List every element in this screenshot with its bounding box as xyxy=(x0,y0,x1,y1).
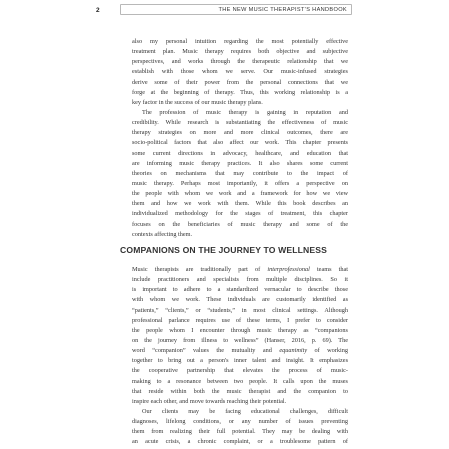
section-paragraphs xyxy=(132,265,348,448)
text-segment: include practitioners and specialists from multiple disciplines. So it xyxy=(132,276,348,284)
text-segment: the cooperative partnership that elevates the process of music- xyxy=(132,367,348,375)
text-line: them and how we work with them. While this book describes an xyxy=(132,200,348,208)
text-line: forge at the beginning of therapy. Thus, this working relationship is a xyxy=(132,88,348,96)
text-line xyxy=(132,356,348,366)
text-line: therapy strategies on more and more clinical outcomes, there are xyxy=(132,129,348,137)
text-line xyxy=(132,437,348,447)
text-line: music therapy. Perhaps most importantly, it offers a perspective on xyxy=(132,179,348,187)
section-heading: COMPANIONS ON THE JOURNEY TO WELLNESS xyxy=(120,245,328,255)
text-segment: word “companion” values the mutuality and xyxy=(132,347,280,355)
text-segment: professional parlance requires use of these terms, I prefer to consider xyxy=(132,316,348,324)
text-segment: an acute crisis, a chronic complaint, or a troublesome pattern of xyxy=(132,438,348,446)
page-number: 2 xyxy=(96,7,100,14)
text-segment: with whom we work. These individuals are customarily identified as xyxy=(132,296,348,304)
text-line: treatment plan. Music therapy requires both objective and subjective xyxy=(132,48,348,56)
text-line xyxy=(132,397,348,407)
text-line: also my personal intuition regarding the most potentially effective xyxy=(132,38,348,45)
text-line: contexts affecting them. xyxy=(132,230,193,238)
text-segment: together to bring out a person's inner talent and insight. It emphasizes xyxy=(132,357,348,365)
text-segment: inspire each other, and move towards reaching their potential. xyxy=(132,397,287,405)
text-line: individualized methodology for the stages of treatment, this chapter xyxy=(132,210,348,218)
text-line xyxy=(132,295,348,305)
text-line xyxy=(132,407,348,417)
text-line: theories on mechanisms that may contribute to the impact of xyxy=(132,169,348,177)
text-line: derive some of their power from the personal connections that we xyxy=(132,78,348,86)
text-line xyxy=(132,316,348,326)
text-line xyxy=(132,417,348,427)
text-line xyxy=(132,326,348,336)
text-line: some current directions in advocacy, healthcare, and education that xyxy=(132,149,348,157)
text-line xyxy=(132,366,348,376)
text-segment: diagnoses, lifelong conditions, or any number of issues preventing xyxy=(132,418,348,426)
running-head-box xyxy=(120,4,352,15)
text-line: perspectives, and works through the therapeutic relationship that we xyxy=(132,58,348,66)
text-line xyxy=(132,306,348,316)
text-line: The profession of music therapy is gaining in reputation and xyxy=(142,108,348,116)
italic-term: interprofessional xyxy=(267,266,310,273)
text-line xyxy=(132,285,348,295)
opening-paragraphs xyxy=(132,37,348,240)
text-segment: making to a resonance between two people. It calls upon the muses xyxy=(132,377,348,385)
running-title: THE NEW MUSIC THERAPIST'S HANDBOOK xyxy=(218,7,347,13)
text-line: establish with those whom we serve. Our music-infused strategies xyxy=(132,68,348,76)
text-line: key factor in the success of our music therapy plans. xyxy=(132,98,263,106)
text-line: credibility. While research is substantiating the effectiveness of music xyxy=(132,119,348,127)
italic-term: equanimity xyxy=(279,347,308,355)
text-segment: the people whom I encounter through music therapy as “companions xyxy=(132,326,348,334)
text-line: the people with whom we work and a framework for how we view xyxy=(132,190,348,198)
text-line xyxy=(132,336,348,346)
text-segment: that reside within both the music therapist and the companion to xyxy=(132,387,348,395)
text-line: focuses on the beneficiaries of music therapy and some of the xyxy=(132,220,348,228)
text-segment: them from realizing their full potential. They may be dealing with xyxy=(132,428,348,436)
text-line xyxy=(132,346,348,356)
text-segment: on the journey from illness to wellness” (Hanser, 2016, p. 69). The xyxy=(132,336,348,344)
text-line: are informing music therapy practices. It also shares some current xyxy=(132,159,348,167)
text-segment: Our clients may be facing educational challenges, difficult xyxy=(142,407,348,415)
text-line xyxy=(132,275,348,285)
text-line xyxy=(132,377,348,387)
text-line: socio-political factors that also affect our work. This chapter presents xyxy=(132,139,348,147)
text-segment: Music therapists are traditionally part of xyxy=(132,266,268,273)
text-segment: “patients,” “clients,” or “students,” in most clinical settings. Although xyxy=(132,306,348,314)
text-segment: teams that xyxy=(309,266,348,273)
text-line xyxy=(132,387,348,397)
text-line xyxy=(132,265,348,275)
text-segment: of working xyxy=(307,347,348,355)
text-segment: is important to adhere to a standardized vernacular to describe those xyxy=(132,286,348,294)
text-line xyxy=(132,427,348,437)
